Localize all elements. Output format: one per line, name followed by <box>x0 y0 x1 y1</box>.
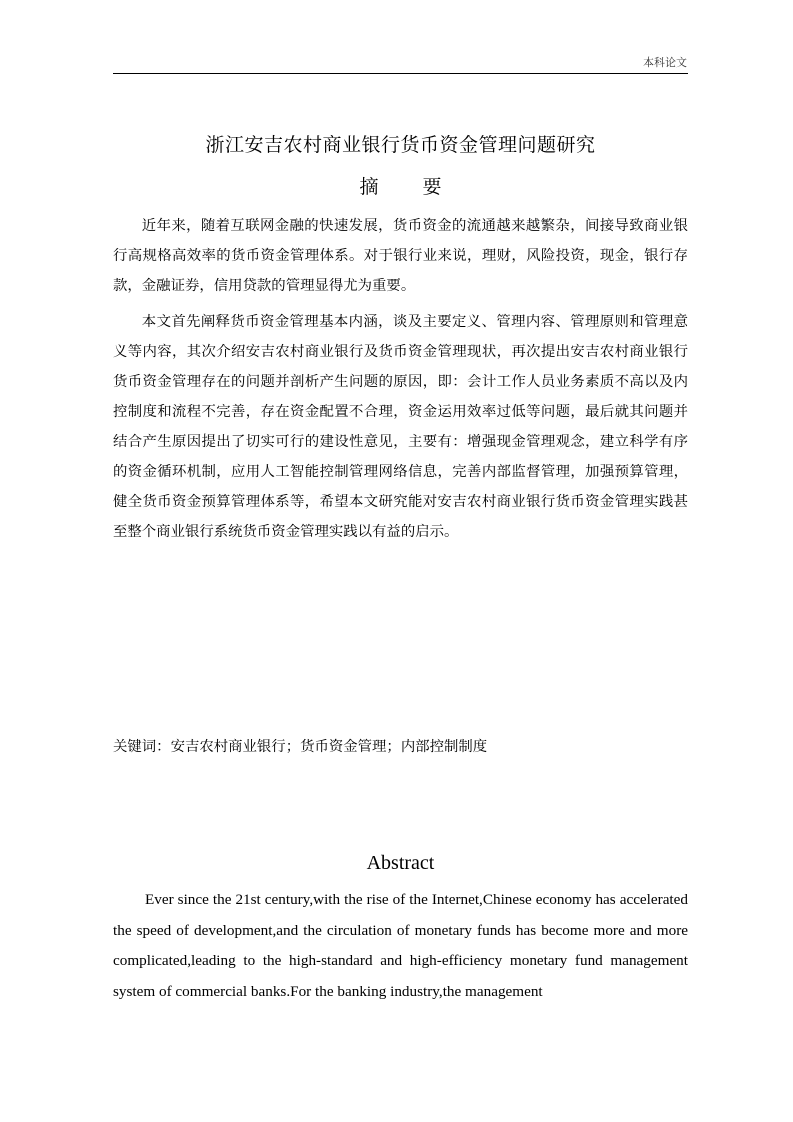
keywords-cn: 关键词：安吉农村商业银行；货币资金管理；内部控制制度 <box>113 739 488 755</box>
abstract-cn-paragraph-1: 近年来，随着互联网金融的快速发展，货币资金的流通越来越繁杂，间接导致商业银行高规格高效率的货币资金管理体系。对于银行业来说，理财，风险投资，现金，银行存款，金融证券，信用贷款的管理显得尤为重要。 <box>113 218 688 294</box>
abstract-heading-en: Abstract <box>366 852 435 874</box>
abstract-cn-paragraph-2: 本文首先阐释货币资金管理基本内涵，谈及主要定义、管理内容、管理原则和管理意义等内容，其次介绍安吉农村商业银行及货币资金管理现状，再次提出安吉农村商业银行货币资金管理存在的问题并剖析产生问题的原因，即：会计工作人员业务素质不高以及内控制度和流程不完善，存在资金配置不合理，资金运用效率过低等问题，最后就其问题并结合产生原因提出了切实可行的建设性意见，主要有：增强现金管理观念，建立科学有序的资金循环机制，应用人工智能控制管理网络信息，完善内部监督管理，加强预算管理，健全货币资金预算管理体系等，希望本文研究能对安吉农村商业银行货币资金管理实践甚至整个商业银行系统货币资金管理实践以有益的启示。 <box>113 314 688 540</box>
abstract-en-paragraph: Ever since the 21st century,with the rise of the Internet,Chinese economy has accelerated the speed of development,and the circulation of monetary funds has become more and more complicated,leading to the high-standard and high-efficiency monetary fund management system of commercial banks.For the banking industry,the management <box>113 891 688 1000</box>
abstract-heading-cn: 摘 要 <box>359 176 454 198</box>
header-rule <box>113 73 688 74</box>
thesis-title: 浙江安吉农村商业银行货币资金管理问题研究 <box>205 134 596 156</box>
running-header: 本科论文 <box>643 56 687 69</box>
